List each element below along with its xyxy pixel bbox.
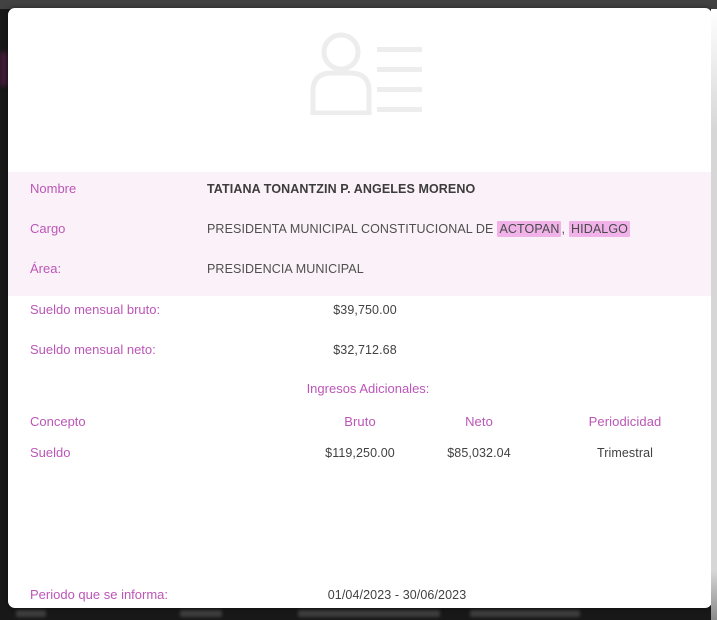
background-right-strip [711,9,717,620]
row-concepto-value: Sueldo [30,445,71,460]
row-neto-value: $85,032.04 [447,446,511,460]
search-highlight-state: HIDALGO [571,222,629,236]
background-artifact [180,610,222,617]
income-table-row [8,445,712,461]
cargo-separator: , [561,222,566,236]
cargo-text: PRESIDENTA MUNICIPAL CONSTITUCIONAL DE [207,222,494,236]
row-periodicidad-value: Trimestral [596,446,654,460]
field-row-cargo [8,221,712,237]
nombre-label: Nombre [30,181,77,196]
row-bruto-value: $119,250.00 [325,446,395,460]
col-header-concepto: Concepto [30,414,86,429]
field-row-sueldo-neto [8,342,712,358]
field-row-area [8,261,712,277]
area-label: Área: [30,261,62,276]
sueldo-bruto-label: Sueldo mensual bruto: [30,302,161,317]
col-header-neto: Neto [465,414,493,429]
income-table-header [8,414,712,430]
sueldo-bruto-value: $39,750.00 [333,303,397,317]
field-row-periodo [8,587,712,603]
nombre-value: TATIANA TONANTZIN P. ANGELES MORENO [207,182,476,196]
cargo-label: Cargo [30,221,66,236]
field-row-sueldo-bruto [8,302,712,318]
sueldo-neto-label: Sueldo mensual neto: [30,342,156,357]
field-row-nombre [8,181,712,197]
col-header-bruto: Bruto [344,414,376,429]
background-artifact [16,610,46,617]
background-artifact [470,610,580,617]
background-artifact [0,52,8,86]
periodo-label: Periodo que se informa: [30,587,169,602]
background-artifact [298,610,440,617]
official-profile-card [8,8,712,608]
sueldo-neto-value: $32,712.68 [333,343,397,357]
additional-income-title: Ingresos Adicionales: [306,381,430,396]
periodo-value: 01/04/2023 - 30/06/2023 [327,588,467,602]
person-placeholder-icon [310,30,430,115]
additional-income-section [8,381,712,397]
area-value: PRESIDENCIA MUNICIPAL [207,262,364,276]
search-highlight-city: ACTOPAN [499,222,560,236]
col-header-periodicidad: Periodicidad [588,414,662,429]
cargo-value [207,221,630,237]
